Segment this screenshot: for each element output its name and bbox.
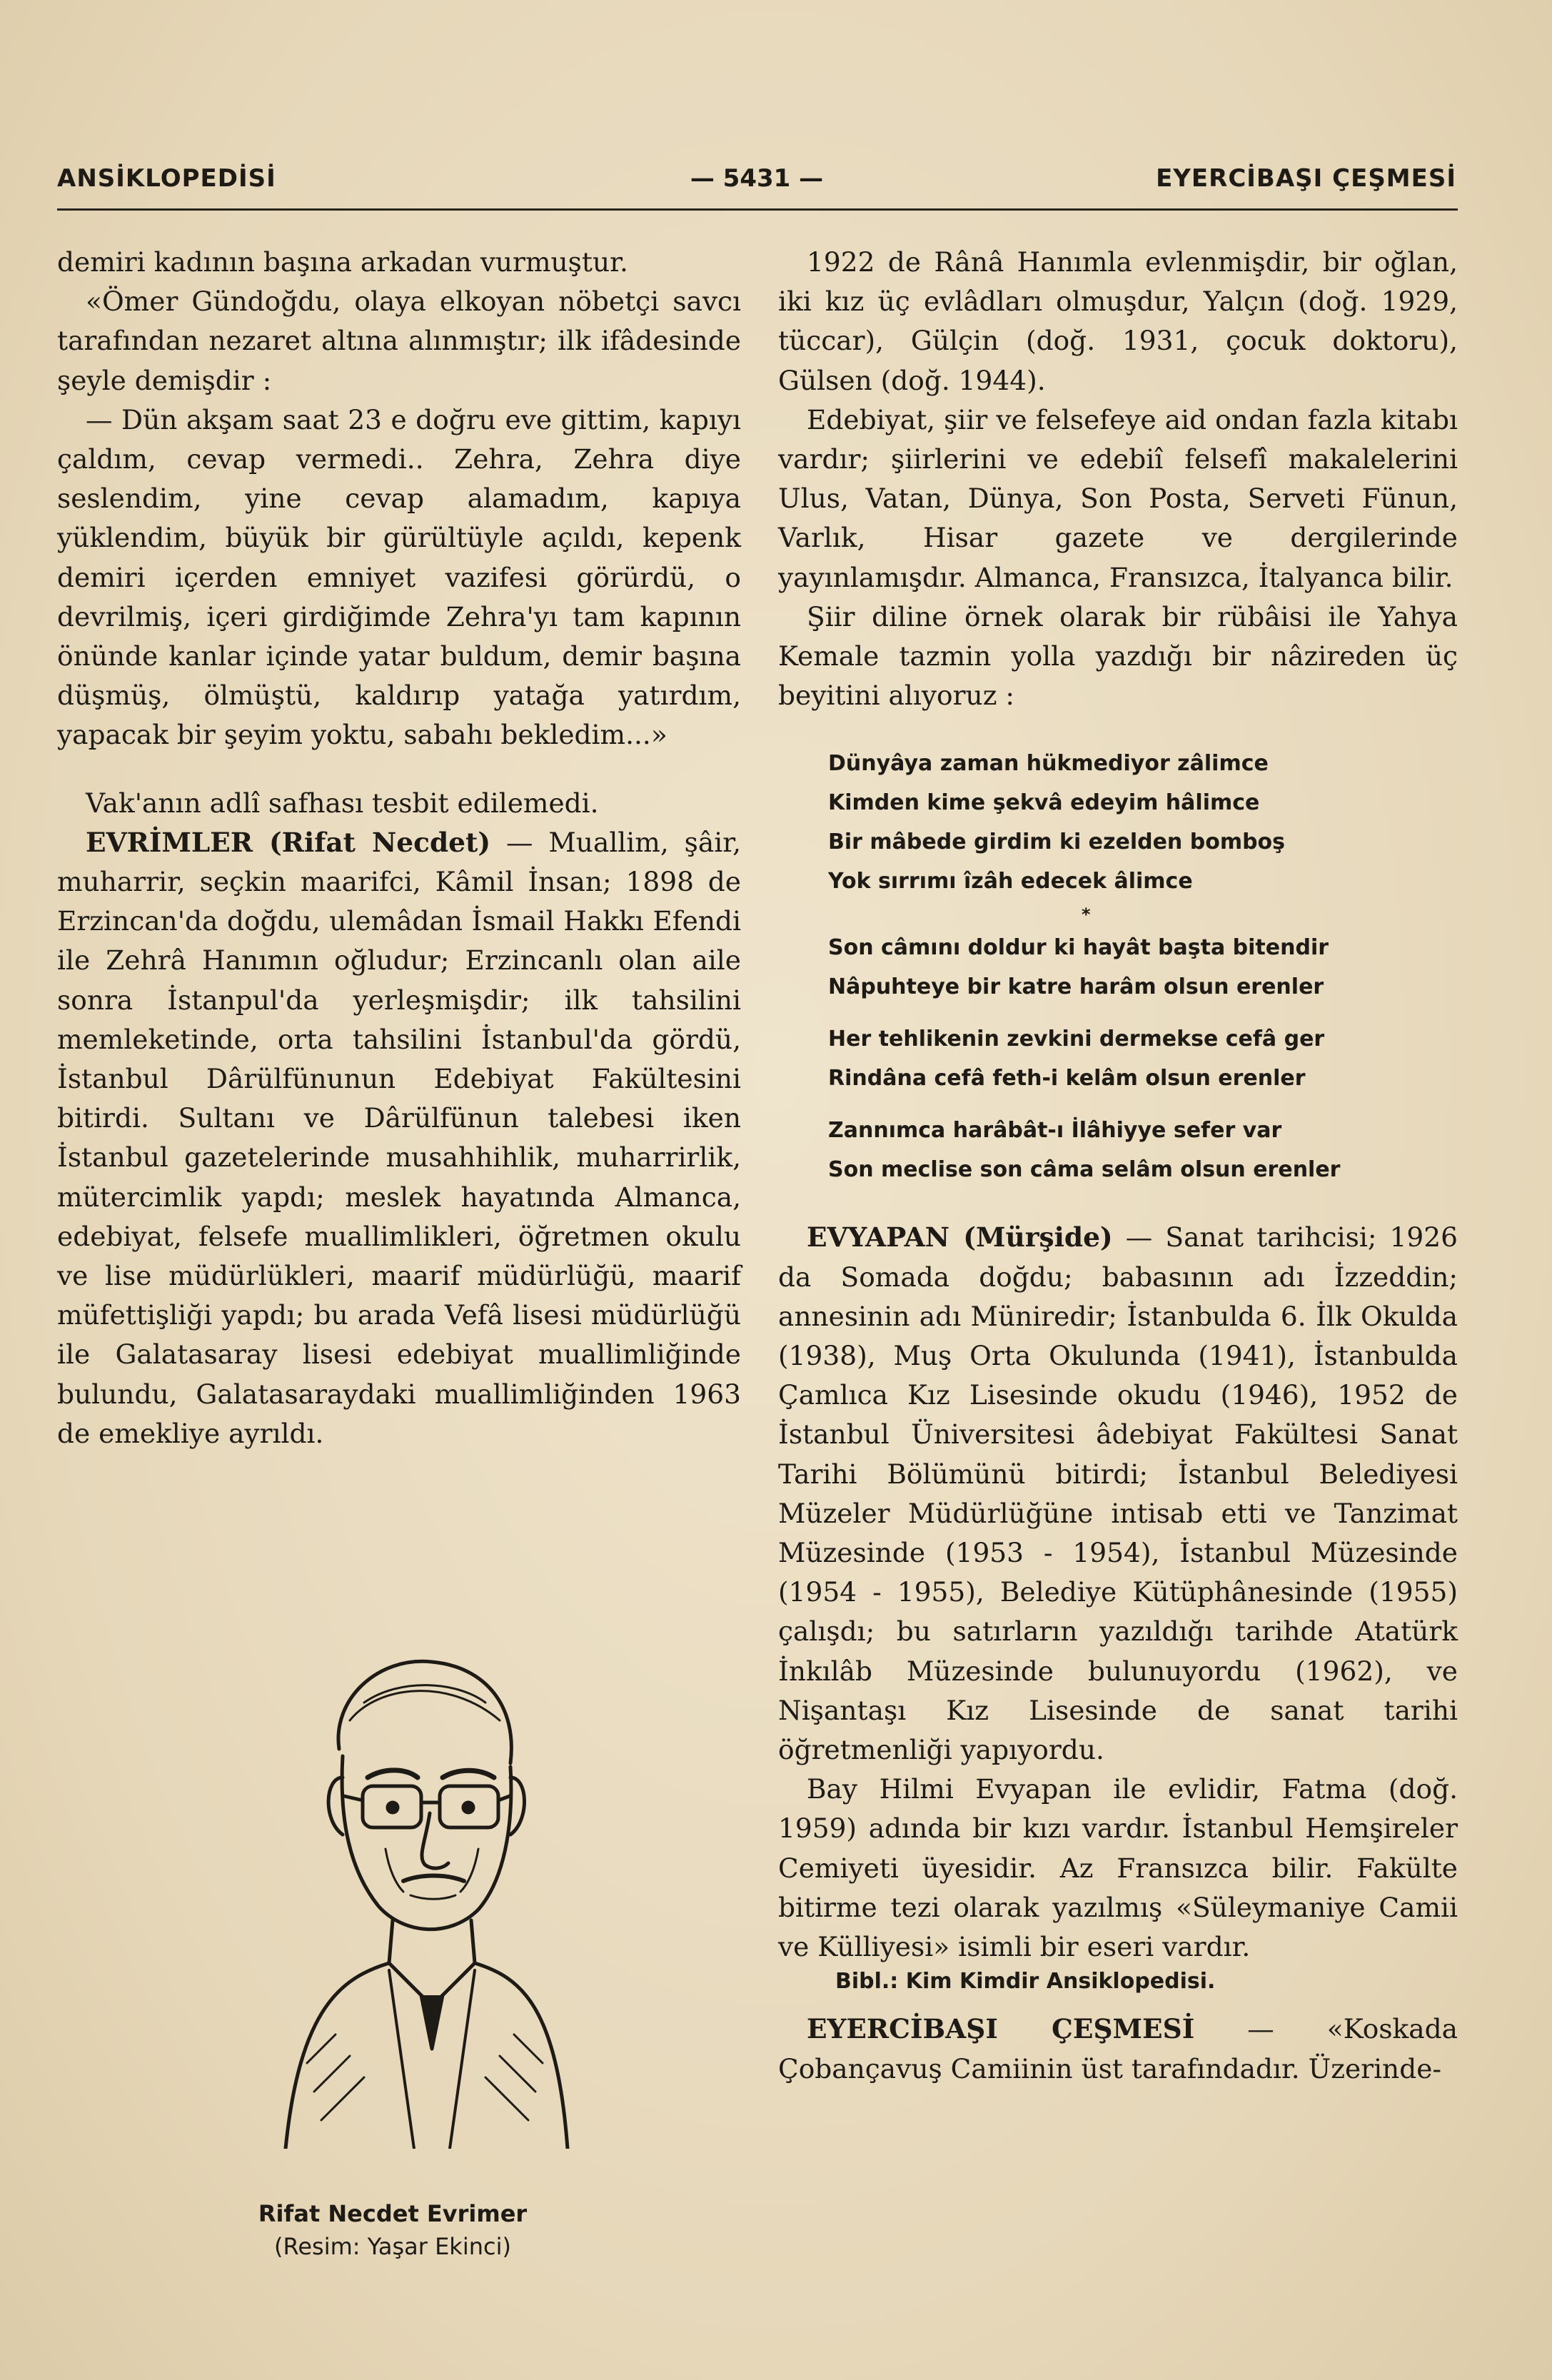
paragraph: Edebiyat, şiir ve felsefeye aid ondan fazla kitabı vardır; şiirlerini ve edebiî felsefî makalelerini Ulus, Vatan, Dünya, Son Posta, Serveti Fünun, Varlık, Hisar gazete ve dergilerinde yayınlamışdır. Almanca, Fransızca, İtalyanca bilir. bbox=[778, 403, 1458, 593]
poem-line: Yok sırrımı îzâh edecek âlimce bbox=[828, 869, 1193, 894]
poem-line: Kimden kime şekvâ edeyim hâlimce bbox=[828, 790, 1260, 816]
entry-text: — Muallim, şâir, muharrir, seçkin maarifci, Kâmil İnsan; 1898 de Erzincan'da doğdu, ulemâdan İsmail Hakkı Efendi ile Zehrâ Hanımın oğludur; Erzincanlı olan aile sonra İstanpul'da yerleşmişdir; ilk tahsilini memleketinde, orta tahsilini İstanbul'da gördü, İstanbul Dârülfünunun Edebiyat Fakültesini bitirdi. Sultanı ve Dârülfünun talebesi iken İstanbul gazetelerinde musahhihlik, muharrirlik, mütercimlik yapdı; meslek hayatında Almanca, edebiyat, felsefe muallimlikleri, öğretmen okulu ve lise müdürlükleri, maarif müdürlüğü, maarif müfettişliği yapdı; bu arada Vefâ lisesi müdürlüğü ile Galatasaray lisesi edebiyat muallimliğinde bulundu, Galatasaraydaki muallimliğinden 1963 de emekliye ayrıldı. bbox=[57, 826, 742, 1449]
entry-headword: EVRİMLER (Rifat Necdet) bbox=[86, 826, 491, 858]
poem-line: Zannımca harâbât-ı İlâhiyye sefer var bbox=[828, 1118, 1282, 1144]
caption-credit: (Resim: Yaşar Ekinci) bbox=[274, 2233, 511, 2260]
right-column bbox=[778, 243, 1458, 2089]
entry-text: — Sanat tarihcisi; 1926 da Somada doğdu; babasının adı İzzeddin; annesinin adı Müniredir; İstanbulda 6. İlk Okulda (1938), Muş Orta Okulunda (1941), İstanbulda Çamlıca Kız Lisesinde okudu (1946), 1952 de İstanbul Üniversitesi âdebiyat Fakültesi Sanat Tarihi Bölümünü bitirdi; İstanbul Belediyesi Müzeler Müdürlüğüne intisab etti ve Tanzimat Müzesinde (1953 - 1954), İstanbul Müzesinde (1954 - 1955), Belediye Kütüphânesinde (1955) çalışdı; bu satırların yazıldığı tarihde Atatürk İnkılâb Müzesinde bulunuyordu (1962), ve Nişantaşı Kız Lisesinde de sanat tarihi öğretmenliği yapıyordu. bbox=[778, 1221, 1458, 1766]
poem-line: Nâpuhteye bir katre harâm olsun erenler bbox=[828, 974, 1324, 1000]
entry-headword: EYERCİBAŞI ÇEŞMESİ bbox=[807, 2013, 1195, 2045]
paragraph: Şiir diline örnek olarak bir rübâisi ile Yahya Kemale tazmin yolla yazdığı bir nâzireden üç beyitini alıyoruz : bbox=[778, 600, 1458, 712]
caption-name: Rifat Necdet Evrimer bbox=[258, 2200, 528, 2227]
left-column bbox=[57, 243, 741, 1453]
paragraph: Bay Hilmi Evyapan ile evlidir, Fatma (doğ. 1959) adında bir kızı vardır. İstanbul Hemşireler Cemiyeti üyesidir. Az Fransızca bilir. Fakülte bitirme tezi olarak yazılmış «Süleymaniye Camii ve Külliyesi» isimli bir eseri vardır. bbox=[778, 1773, 1458, 1963]
entry-evyapan bbox=[778, 1218, 1458, 1770]
entry-headword: EVYAPAN (Mürşide) bbox=[807, 1221, 1113, 1254]
entry-text: — «Koskada Çobançavuş Camiinin üst tarafındadır. Üzerinde- bbox=[778, 2013, 1458, 2084]
header-rule bbox=[57, 208, 1458, 211]
paragraph: 1922 de Rânâ Hanımla evlenmişdir, bir oğlan, iki kız üç evlâdları olmuşdur, Yalçın (doğ. 1929, tüccar), Gülçin (doğ. 1931, çocuk doktoru), Gülsen (doğ. 1944). bbox=[778, 246, 1458, 396]
poem-line: Son meclise son câma selâm olsun erenler bbox=[828, 1157, 1341, 1183]
poem-line: Bir mâbede girdim ki ezelden bomboş bbox=[828, 830, 1286, 855]
paragraph: — Dün akşam saat 23 e doğru eve gittim, kapıyı çaldım, cevap vermedi.. Zehra, Zehra diye seslendim, yine cevap alamadım, kapıya yüklendim, büyük bir gürültüyle açıldı, kepenk demiri içerden emniyet vazifesi görürdü, o devrilmiş, içeri girdiğimde Zehra'yı tam kapının önünde kanlar içinde yatar buldum, demir başına düşmüş, ölmüştü, kaldırıp yatağa yatırdım, yapacak bir şeyim yoktu, sabahı bekledim...» bbox=[57, 403, 741, 751]
poem bbox=[778, 744, 1458, 1189]
header-left-title: ANSİKLOPEDİSİ bbox=[57, 164, 276, 193]
paragraph: Vak'anın adlî safhası tesbit edilemedi. bbox=[86, 787, 599, 819]
poem-separator: * bbox=[1082, 904, 1091, 925]
portrait-drawing bbox=[271, 1635, 571, 2149]
poem-line: Her tehlikenin zevkini dermekse cefâ ger bbox=[828, 1027, 1325, 1052]
paragraph: demiri kadının başına arkadan vurmuştur. bbox=[57, 246, 628, 278]
bibliography: Bibl.: Kim Kimdir Ansiklopedisi. bbox=[835, 1969, 1216, 1995]
portrait-caption bbox=[164, 2197, 621, 2263]
entry-evrimler bbox=[57, 823, 741, 1453]
page-number: — 5431 — bbox=[690, 164, 824, 193]
poem-line: Son câmını doldur ki hayât başta bitendir bbox=[828, 935, 1329, 961]
portrait-sketch bbox=[271, 1635, 571, 2149]
header-right-title: EYERCİBAŞI ÇEŞMESİ bbox=[1156, 164, 1456, 193]
paragraph: «Ömer Gündoğdu, olaya elkoyan nöbetçi savcı tarafından nezaret altına alınmıştır; ilk ifâdesinde şeyle demişdir : bbox=[57, 286, 741, 396]
poem-line: Dünyâya zaman hükmediyor zâlimce bbox=[828, 751, 1269, 777]
running-header bbox=[57, 158, 1456, 201]
entry-eyercibasi bbox=[778, 2010, 1458, 2088]
poem-line: Rindâna cefâ feth-i kelâm olsun erenler bbox=[828, 1066, 1306, 1091]
